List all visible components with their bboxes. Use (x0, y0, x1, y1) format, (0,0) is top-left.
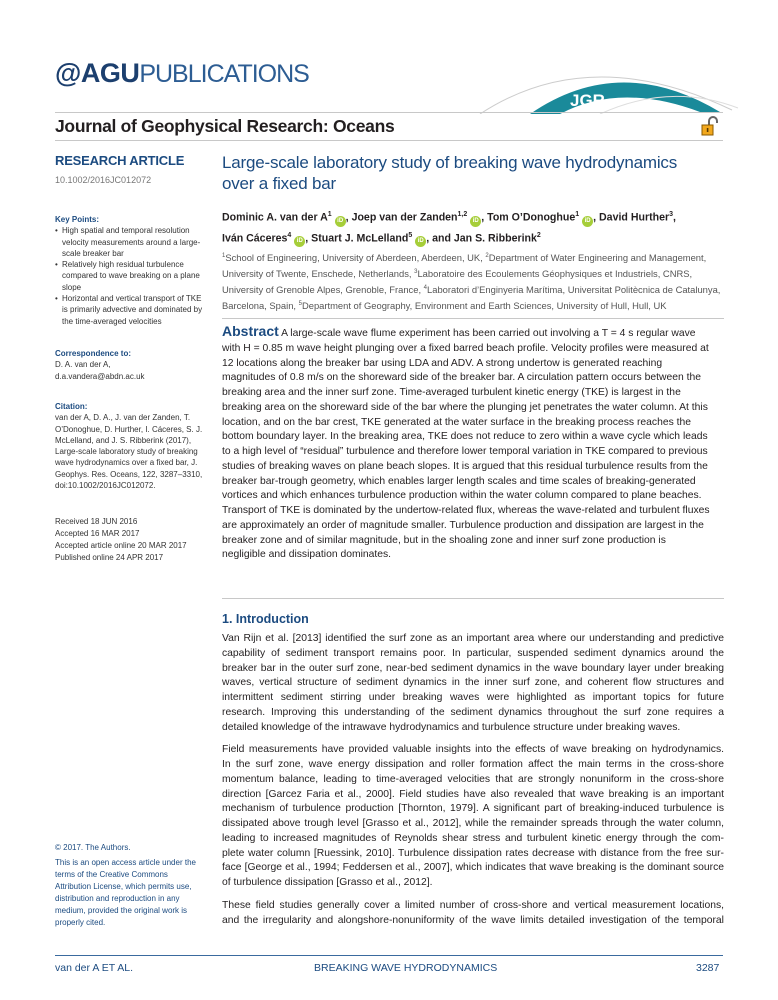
affiliation-text: School of Engineering, University of Aberdeen, Aberdeen, UK, (225, 252, 486, 264)
abstract-line (222, 445, 732, 460)
affiliation-text: Department of Water Engineering and Management, University of Twente, Enschede, Netherlands, (222, 252, 707, 280)
key-point: • High spatial and temporal resolution velocity measurements around a large-scale breaker bar (55, 225, 205, 259)
abstract-line-text: 12 locations along the breaker bar using LDA and ADV. A strong undertow is generated reaching (222, 357, 663, 369)
citation-text: van der A, D. A., J. van der Zanden, T. O’Donoghue, D. Hurther, I. Cáceres, S. J. McLelland, and J. S. Ribberink (2017), Large-scale laboratory study of breaking wave hydrodynamics over a fixed bar, J. Geophys. Res. Oceans, 122, 3287–3310, doi:10.1002/2016JC012072. (55, 413, 203, 491)
orcid-icon[interactable]: iD (335, 216, 346, 227)
affiliation-number: 3 (414, 269, 418, 276)
jgr-badge (470, 62, 740, 114)
correspondence (55, 348, 205, 382)
affiliation-text: Laboratori d’Enginyeria Marítima, Universitat Politècnica de Catalunya, Barcelona, Spain, (222, 284, 721, 312)
author-name: Stuart J. McLelland (311, 232, 409, 245)
author-separator: , (305, 232, 312, 245)
intro-paragraph (222, 743, 724, 891)
affiliations (222, 249, 732, 314)
footer-rule (55, 955, 723, 956)
journal-title: Journal of Geophysical Research: Oceans (55, 116, 395, 136)
published-date: Published online 24 APR 2017 (55, 553, 164, 562)
paragraph-line: intermittent sediment stirring under breaking waves were highlighted as important topics for future (222, 692, 724, 703)
footer-running-title: BREAKING WAVE HYDRODYNAMICS (314, 962, 498, 974)
intro-paragraph (222, 899, 724, 929)
author-affiliation-number: 3 (669, 211, 673, 218)
abstract-label: Abstract (222, 323, 279, 339)
header-rule-bottom (55, 140, 723, 141)
open-access-lock-icon (700, 116, 720, 136)
paragraph-line: breaker bar in the outer surf zone, near-bed sediment dynamics in the wave boundary layer under breaking (222, 662, 724, 674)
citation (55, 401, 205, 491)
paragraph-line: Field measurements have provided valuable insights into the effects of wave breaking on hydrodynamics. (222, 744, 724, 756)
correspondence-heading: Correspondence to: (55, 349, 132, 358)
orcid-icon[interactable]: iD (470, 216, 481, 227)
abstract-line-text: are approximately an order of magnitude smaller. Turbulence production and dissipation are largest in the (222, 519, 704, 531)
abstract-line (222, 386, 732, 401)
paragraph-line: capability of sediment transport remains poor. In particular, suspended sediment dynamics around the (222, 647, 724, 659)
article-doi: 10.1002/2016JC012072 (55, 175, 152, 185)
abstract-line (222, 504, 732, 519)
abstract-line-text: breaking area on the shoreward side of the bar where the plunging jet penetrates the water column. At this (222, 401, 708, 413)
jgr-badge-text: JGR (570, 91, 605, 110)
author-affiliation-number: 1,2 (457, 211, 468, 218)
abstract-line (222, 534, 732, 549)
paragraph-line: These field studies generally cover a limited number of cross-shore and vertical measurement locations, (222, 899, 724, 911)
page-number: 3287 (696, 962, 720, 974)
abstract-line-text: A large-scale wave flume experiment has been carried out involving a T = 4 s regular wave (281, 328, 696, 339)
abstract-line (222, 401, 732, 416)
orcid-icon[interactable]: iD (582, 216, 593, 227)
received-date: Received 18 JUN 2016 (55, 517, 138, 526)
paragraph-line: momentum balance, leading to time-averaged velocities that are strongly nonuniform in the cross-shore (222, 773, 724, 785)
abstract-line (222, 460, 732, 475)
correspondence-email[interactable]: d.a.vandera@abdn.ac.uk (55, 371, 145, 381)
abstract-line (222, 371, 732, 386)
footer-authors: van der A ET AL. (55, 962, 134, 974)
paragraph-line: dissipated above trough level [Grasso et al., 2012], while the remainder spreads through the water column, (222, 818, 724, 829)
abstract-line-text: Transport of TKE is dominated by the undertow-related flux, whereas the wave-related and turbulent fluxes (222, 505, 710, 516)
abstract-line-text: breaker bar-trough geometry, which enables larger length scales and time scales of breaking-generated (222, 475, 696, 487)
abstract-line-text: location, and on the bar crest, TKE generated at the water surface in the breaking process reaches the (222, 416, 692, 428)
abstract-line (222, 357, 732, 372)
accepted-online-date: Accepted article online 20 MAR 2017 (55, 541, 187, 550)
author-separator: , (345, 211, 352, 224)
author-separator: , (673, 211, 676, 224)
paragraph-line: research. Improving this understanding of the sediment dynamics throughout the surf zone requires a (222, 706, 724, 718)
author-affiliation-number: 4 (287, 231, 292, 239)
abstract-rule-bottom (222, 598, 724, 599)
affiliation-number: 5 (298, 301, 302, 308)
abstract-line (222, 519, 732, 534)
abstract (222, 324, 732, 563)
accepted-date: Accepted 16 MAR 2017 (55, 529, 140, 538)
abstract-line-text: studies of breaking waves on plane beach slopes. It is argued that this residual turbulence results from the (222, 460, 708, 472)
orcid-icon[interactable]: iD (415, 236, 426, 247)
title-line: Large-scale laboratory study of breaking wave hydrodynamics (222, 153, 677, 172)
author-name: and Jan S. Ribberink (432, 232, 537, 245)
paragraph-line: mechanism of turbulence production [Thornton, 1979]. A significant part of breaking-induced turbulence is (222, 803, 724, 815)
paragraph-line: plete water column [Ruessink, 2010]. Turbulence dissipation rates decrease with distance from the free sur- (222, 847, 724, 859)
abstract-line-text: negligible and dissipation dominates. (222, 549, 392, 561)
key-point: • Horizontal and vertical transport of TKE is primarily advective and dominated by the time-averaged velocities (55, 293, 205, 327)
article-type: RESEARCH ARTICLE (55, 153, 185, 168)
citation-heading: Citation: (55, 402, 88, 411)
abstract-line-text: vortices and which enhances turbulence production within the water column compared to plane beaches. (222, 490, 702, 502)
abstract-line-text: breaker zone and of similar magnitude, but in the shoaling zone and inner surf zone production is (222, 534, 666, 546)
license-box (55, 842, 205, 929)
paragraph-line: leading to increased magnitudes of Reynolds shear stress and turbulent kinetic energy through the com- (222, 832, 724, 844)
paragraph-line: detailed knowledge of the intrawave hydrodynamics and turbulence structure under breaking waves. (222, 721, 681, 733)
affiliation-text: Department of Geography, Environment and Earth Sciences, University of Hull, Hull, UK (301, 300, 667, 312)
key-points (55, 214, 205, 327)
header-rule-top (55, 112, 723, 113)
abstract-line (222, 475, 732, 490)
author-affiliation-number: 2 (536, 231, 541, 239)
paragraph-line: face [George et al., 1994; Feddersen et al., 2007], which indicates that wave breaking is the dominant source (222, 862, 724, 874)
abstract-line (222, 342, 732, 357)
orcid-icon[interactable]: iD (294, 236, 305, 247)
paragraph-line: Van Rijn et al. [2013] identified the surf zone as an important area where our understanding and predictive (222, 633, 724, 644)
copyright: © 2017. The Authors. (55, 843, 131, 852)
author-separator: , (426, 232, 433, 245)
paragraph-line: and the irregularity and alongshore-nonuniformity of the wave limits detailed investigation of the temporal (222, 914, 724, 926)
author-affiliation-number: 1 (327, 211, 332, 218)
paragraph-line: In the surf zone, wave energy dissipation and roller formation affect the main terms in the cross-shore (222, 759, 724, 770)
author-name: Iván Cáceres (222, 232, 288, 245)
section-heading-introduction: 1. Introduction (222, 612, 309, 626)
author-separator: , (593, 211, 600, 224)
agu-publications-logo: @AGUPUBLICATIONS (55, 58, 309, 88)
abstract-line (222, 430, 732, 445)
key-point: • Relatively high residual turbulence compared to wave breaking on a plane slope (55, 259, 205, 293)
paragraph-line: direction [Garcez Faria et al., 2000]. Field studies have also revealed that wave breaking is an important (222, 788, 724, 800)
abstract-line-text: with H = 0.85 m wave height plunging over a fixed barred beach profile. Velocity profiles were measured at (222, 342, 709, 354)
affiliation-number: 4 (423, 285, 428, 292)
introduction-body (222, 632, 724, 936)
license-text: This is an open access article under the terms of the Creative Commons Attribution License, which permits use, distribution and reproduction in any medium, provided the original work is properly cited. (55, 858, 196, 927)
abstract-line-text: to a high level of “residual” turbulence and therefore lower temporal variation in TKE compared to previous (222, 446, 708, 457)
agu-swirl-icon: @ (55, 58, 81, 88)
article-title (222, 152, 732, 194)
abstract-line-text: magnitudes of 0.8 m/s on the shoreward side of the breaker bar. A circulation pattern occurs between the (222, 372, 701, 384)
abstract-line (222, 416, 732, 431)
title-line: over a fixed bar (222, 174, 336, 193)
affiliation-number: 2 (485, 253, 489, 259)
paragraph-line: of turbulence dissipation [Grasso et al., 2012]. (222, 877, 433, 888)
author-name: Joep van der Zanden (351, 211, 458, 224)
key-points-heading: Key Points: (55, 215, 100, 224)
abstract-line (222, 548, 732, 563)
author-name: Dominic A. van der A (222, 211, 328, 224)
abstract-rule-top (222, 318, 724, 319)
abstract-line (222, 324, 732, 342)
abstract-line-text: bottom boundary layer. In the breaking area, TKE does not reduce to zero within a wave cycle which leads (222, 431, 708, 443)
author-name: Tom O’Donoghue (487, 211, 576, 224)
intro-paragraph (222, 632, 724, 735)
author-name: David Hurther (599, 211, 670, 224)
affiliation-number: 1 (222, 253, 226, 259)
paragraph-line: waves, vertical structure of sediment dynamics in the inner surf zone, and coherent flow structures and (222, 677, 724, 689)
history-dates (55, 516, 205, 564)
author-affiliation-number: 5 (408, 231, 413, 239)
author-affiliation-number: 1 (575, 211, 580, 218)
abstract-line-text: breaking area and the inner surf zone. Time-averaged turbulent kinetic energy (TKE) is largest in the (222, 387, 681, 398)
correspondence-name: D. A. van der A, (55, 360, 111, 370)
author-list (222, 206, 732, 247)
affiliation-text: Laboratoire des Ecoulements Géophysiques et Industriels, CNRS, University of Grenoble Alpes, Grenoble, France, (222, 268, 693, 296)
abstract-line (222, 489, 732, 504)
author-separator: , (481, 211, 488, 224)
